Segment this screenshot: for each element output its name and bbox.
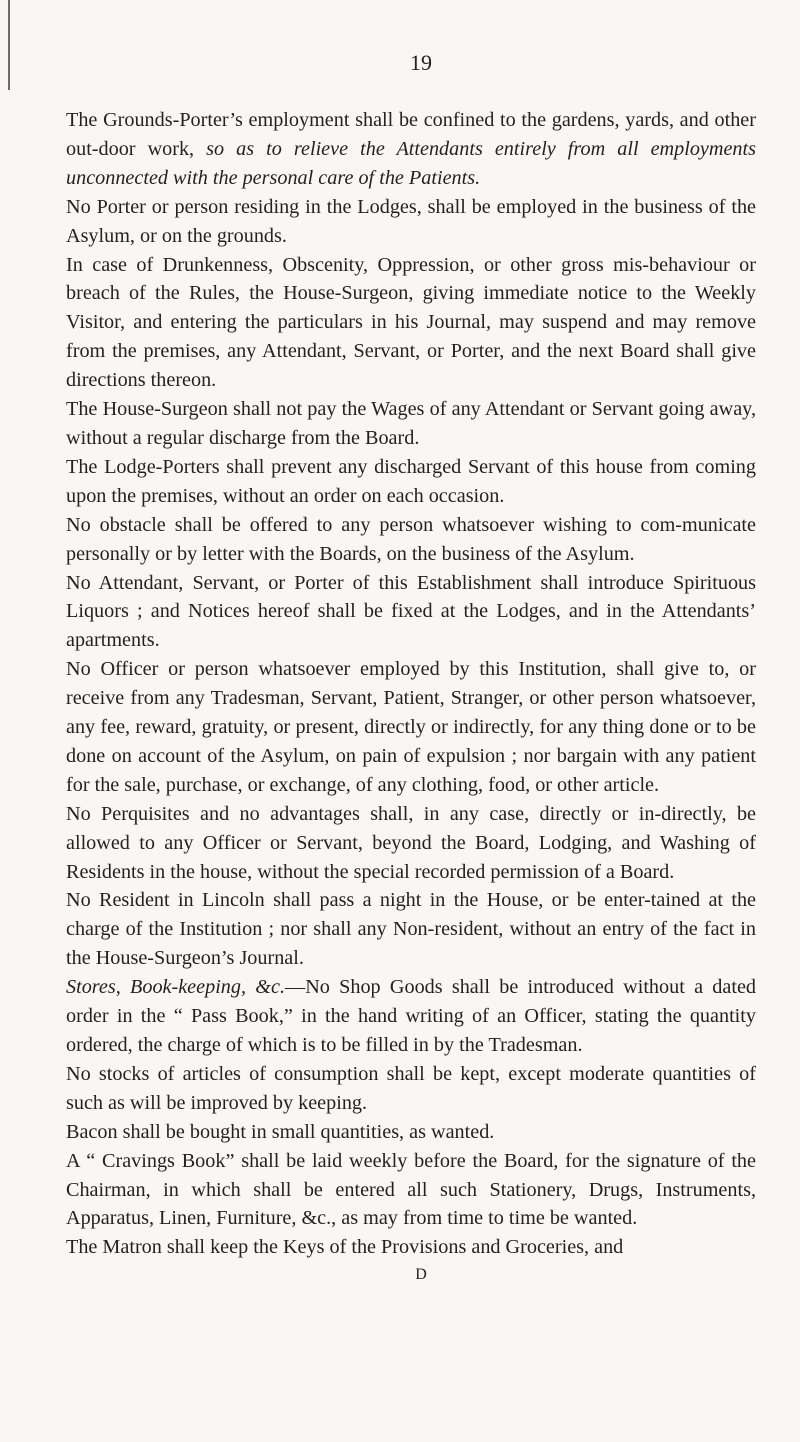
paragraph-liquors: No Attendant, Servant, or Porter of this Establishment shall introduce Spirituous Liquors ; and Notices hereof shall be fixed at the Lodges, and in the Attendants’ apartments. xyxy=(66,571,756,652)
paragraph-text: —No Shop Goods shall be introduced without a dated order in the “ Pass Book,” in the hand writing of an Officer, stating the quantity ordered, the charge of which is to be filled in by the Tradesman. xyxy=(66,976,756,1056)
paragraph-cravings: A “ Cravings Book” shall be laid weekly before the Board, for the signature of the Chairman, in which shall be entered all such Stationery, Drugs, Instruments, Apparatus, Linen, Furniture, &c., as may from time to time be wanted. xyxy=(66,1149,756,1230)
paragraph-bacon: Bacon shall be bought in small quantities, as wanted. xyxy=(66,1120,495,1143)
body-text xyxy=(66,106,756,1262)
paragraph-lodges: No Porter or person residing in the Lodges, shall be employed in the business of the Asylum, or on the grounds. xyxy=(66,195,756,247)
paragraph-communicate: No obstacle shall be offered to any person whatsoever wishing to com-municate personally or by letter with the Boards, on the business of the Asylum. xyxy=(66,513,756,565)
paragraph-wages: The House-Surgeon shall not pay the Wages of any Attendant or Servant going away, without a regular discharge from the Board. xyxy=(66,398,756,449)
paragraph-drunkenness: In case of Drunkenness, Obscenity, Oppression, or other gross mis-behaviour or breach of the Rules, the House-Surgeon, giving immediate notice to the Weekly Visitor, and entering the particulars in his Journal, may suspend and may remove from the premises, any Attendant, Servant, or Porter, and the next Board shall give directions thereon. xyxy=(66,253,756,392)
signature-mark: D xyxy=(415,1266,427,1284)
paragraph-stocks: No stocks of articles of consumption shall be kept, except moderate quantities of such as will be improved by keeping. xyxy=(66,1062,756,1114)
paragraph-text: The Grounds-Porter’s employment shall be confined to the gardens, yards, and other out-door work, xyxy=(66,109,756,160)
document-page xyxy=(66,0,756,1284)
paragraph-fees: No Officer or person whatsoever employed by this Institution, shall give to, or receive from any Tradesman, Servant, Patient, Stranger, or other person whatsoever, any fee, reward, gratuity, or present, directly or indirectly, for any thing done or to be done on account of the Asylum, on pain of expulsion ; nor bargain with any patient for the sale, purchase, or exchange, of any clothing, food, or other article. xyxy=(66,658,756,796)
page-edge xyxy=(8,0,10,90)
paragraph-resident: No Resident in Lincoln shall pass a night in the House, or be enter-tained at the charge of the Institution ; nor shall any Non-resident, without an entry of the fact in the House-Surgeon’s Journal. xyxy=(66,889,756,970)
paragraph-grounds-porter xyxy=(66,106,756,193)
paragraph-stores xyxy=(66,973,756,1060)
paragraph-perquisites: No Perquisites and no advantages shall, in any case, directly or in-directly, be allowed to any Officer or Servant, beyond the Board, Lodging, and Washing of Residents in the house, without the special recorded permission of a Board. xyxy=(66,802,756,883)
paragraph-italic-text: so as to relieve the Attendants entirely from all employments unconnected with the personal care of the Patients. xyxy=(66,137,756,189)
paragraph-italic-heading: Stores, Book-keeping, &c. xyxy=(66,976,286,999)
paragraph-matron: The Matron shall keep the Keys of the Provisions and Groceries, and xyxy=(66,1236,624,1259)
page-number: 19 xyxy=(410,50,432,75)
paragraph-lodge-porters: The Lodge-Porters shall prevent any discharged Servant of this house from coming upon the premises, without an order on each occasion. xyxy=(66,455,756,507)
